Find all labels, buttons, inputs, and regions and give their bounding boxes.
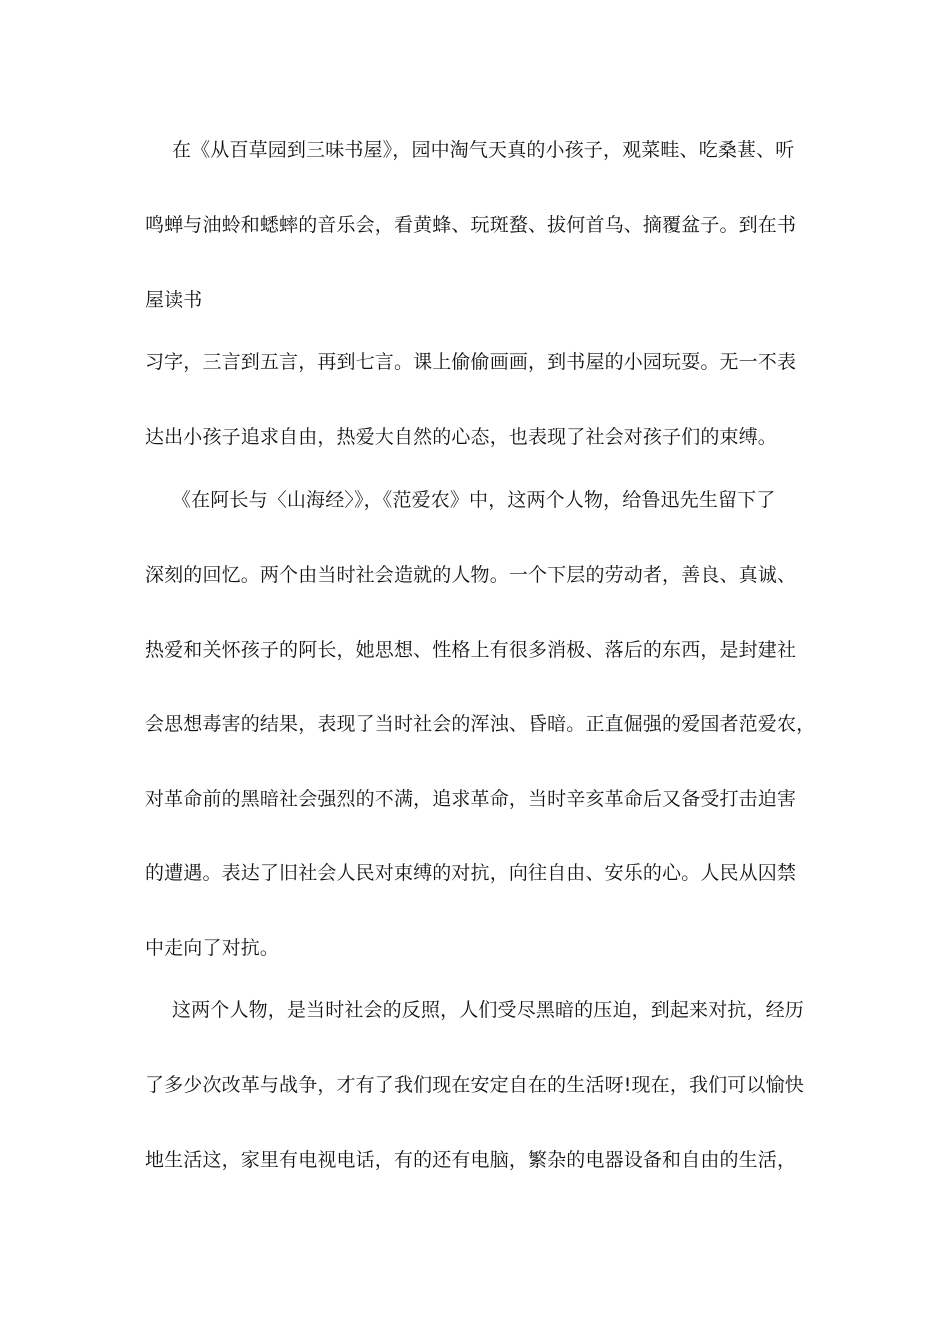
text-line: 热爱和关怀孩子的阿长，她思想、性格上有很多消极、落后的东西，是封建社 (145, 639, 797, 661)
text-line: 对革命前的黑暗社会强烈的不满，追求革命，当时辛亥革命后又备受打击迫害 (145, 788, 797, 810)
text-line: 的遭遇。表达了旧社会人民对束缚的对抗，向往自由、安乐的心。人民从囚禁 (145, 862, 797, 884)
text-line: 中走向了对抗。 (145, 937, 280, 959)
text-line: 地生活这，家里有电视电话，有的还有电脑，繁杂的电器设备和自由的生活， (145, 1149, 797, 1171)
text-line: 了多少次改革与战争，才有了我们现在安定自在的生活呀!现在，我们可以愉快 (145, 1074, 804, 1096)
text-line: 屋读书 (145, 289, 203, 311)
text-line: 习字，三言到五言，再到七言。课上偷偷画画，到书屋的小园玩耍。无一不表 (145, 351, 797, 373)
text-line: 达出小孩子追求自由，热爱大自然的心态，也表现了社会对孩子们的束缚。 (145, 426, 777, 448)
text-line: 这两个人物，是当时社会的反照，人们受尽黑暗的压迫，到起来对抗，经历 (172, 999, 804, 1021)
text-line: 会思想毒害的结果，表现了当时社会的浑浊、昏暗。正直倔强的爱国者范爱农， (145, 713, 816, 735)
text-line: 鸣蝉与油蛉和蟋蟀的音乐会，看黄蜂、玩斑蝥、拔何首乌、摘覆盆子。到在书 (145, 214, 797, 236)
text-line: 在《从百草园到三味书屋》，园中淘气天真的小孩子，观菜畦、吃桑葚、听 (172, 139, 795, 161)
text-line: 《在阿长与〈山海经〉》，《范爱农》中，这两个人物，给鲁迅先生留下了 (172, 489, 776, 511)
text-line: 深刻的回忆。两个由当时社会造就的人物。一个下层的劳动者，善良、真诚、 (145, 564, 797, 586)
